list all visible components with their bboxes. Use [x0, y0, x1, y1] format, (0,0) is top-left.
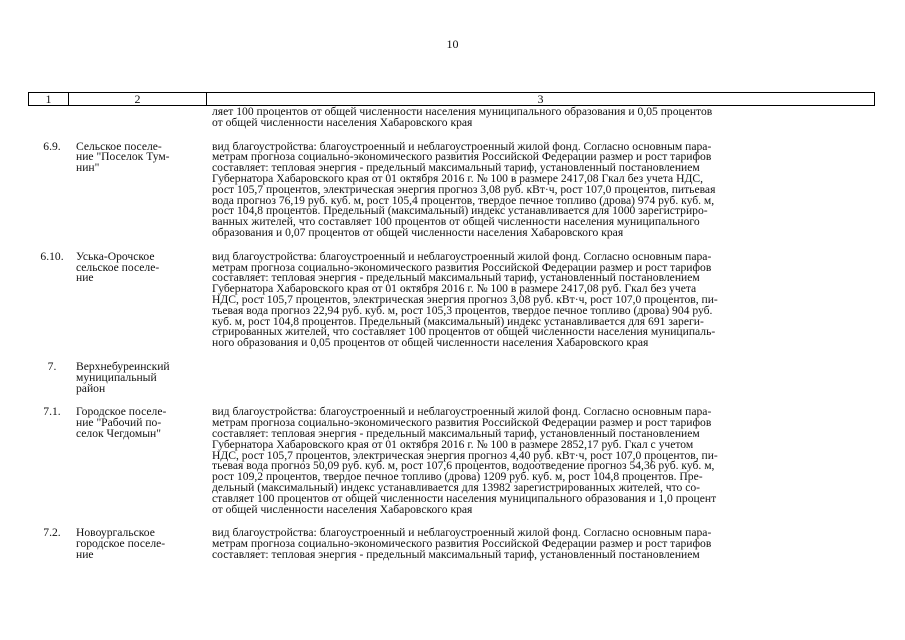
row-name: Сельское поселе- ние "Поселок Тум- нин" [76, 139, 170, 175]
row-number [28, 107, 72, 129]
header-col-1: 1 [29, 93, 69, 105]
row-text [212, 362, 875, 394]
row-text: вид благоустройства: благоустроенный и неблагоустроенный жилой фонд. Согласно основным пара- метрам прогноза социально-экономического развития Российской Федерации размер и рост тарифов составляет: тепловая энергия - предельный максимальный тариф, установленный постановлением [212, 526, 712, 561]
row-number: 6.9. [43, 139, 61, 153]
page-number: 10 [446, 37, 459, 51]
header-col-2: 2 [69, 93, 207, 105]
table-row-7-1 [28, 407, 875, 515]
row-text: вид благоустройства: благоустроенный и неблагоустроенный жилой фонд. Согласно основным пара- метрам прогноза социально-экономического развития Российской Федерации размер и рост тарифов составляет: тепловая энергия - предельный максимальный тариф, установленный постановлением Губернатора Хабаровского края от 01 октября 2016 г. № 100 в размере 2417,08 руб. Гкал без учета НДС, рост 105,7 процентов, электрическая энергия прогноз 3,08 руб. кВт·ч, рост 107,0 процентов, пи- тьевая вода прогноз 22,94 руб. куб. м, рост 105,3 процентов, твердое печное топливо (дрова) 904 руб. куб. м, рост 104,8 процентов. Предельный (максимальный) индекс устанавливается для 691 зареги- стрированных жителей, что составляет 100 процентов от общей численности населения муниципаль- ного образования и 0,05 процентов от общей численности населения Хабаровского края [212, 249, 718, 350]
row-number: 7.1. [43, 405, 61, 419]
row-name: Верхнебуреинский муниципальный район [76, 359, 170, 395]
row-text: вид благоустройства: благоустроенный и неблагоустроенный жилой фонд. Согласно основным пара- метрам прогноза социально-экономического развития Российской Федерации размер и рост тарифов составляет: тепловая энергия - предельный максимальный тариф, установленный постановлением Губернатора Хабаровского края от 01 октября 2016 г. № 100 в размере 2417,08 Гкал без учета НДС, рост 105,7 процентов, электрическая энергия прогноз 3,08 руб. кВт·ч, рост 107,0 процентов, питьевая вода прогноз 76,19 руб. куб. м, рост 105,4 процентов, твердое печное топливо (дрова) 974 руб. куб. м, рост 104,8 процентов. Предельный (максимальный) индекс устанавливается для 1000 зарегистриро- ванных жителей, что составляет 100 процентов от общей численности населения муниципального образования и 0,07 процентов от общей численности населения Хабаровского края [212, 139, 716, 239]
row-number: 7.2. [43, 526, 61, 540]
table-row-6-10 [28, 249, 875, 350]
table-row-continuation [28, 107, 875, 129]
table-row-7 [28, 359, 875, 395]
row-name: Городское поселе- ние "Рабочий по- селок Чегдомын" [76, 405, 167, 440]
table-row-6-9 [28, 139, 875, 239]
table-row-7-2 [28, 528, 875, 560]
row-number: 7. [47, 359, 57, 373]
header-col-3: 3 [537, 92, 544, 106]
row-number: 6.10. [40, 249, 64, 263]
row-text: вид благоустройства: благоустроенный и неблагоустроенный жилой фонд. Согласно основным пара- метрам прогноза социально-экономического развития Российской Федерации размер и рост тарифов составляет: тепловая энергия - предельный максимальный тариф, установленный постановлением Губернатора Хабаровского края от 01 октября 2016 г. № 100 в размере 2852,17 руб. Гкал с учетом НДС, рост 105,7 процентов, электрическая энергия прогноз 4,40 руб. кВт·ч, рост 107,0 процентов, пи- тьевая вода прогноз 50,09 руб. куб. м, рост 107,6 процентов, водоотведение прогноз 54,36 руб. куб. м, рост 109,2 процентов, твердое печное топливо (дрова) 1209 руб. куб. м, рост 104,8 процентов. Пре- дельный (максимальный) индекс устанавливается для 13982 зарегистрированных жителей, что со- ставляет 100 процентов от общей численности населения муниципального образования и 1,0 процент от общей численности населения Хабаровского края [212, 405, 718, 516]
row-text: ляет 100 процентов от общей численности населения муниципального образования и 0,05 процентов от общей численности населения Хабаровского края [212, 105, 713, 129]
row-name: Новоургальское городское поселе- ние [76, 526, 166, 561]
table-header [28, 92, 875, 106]
row-name [72, 107, 212, 129]
table-body [28, 107, 875, 561]
row-name: Уська-Орочское сельское поселе- ние [76, 249, 160, 285]
